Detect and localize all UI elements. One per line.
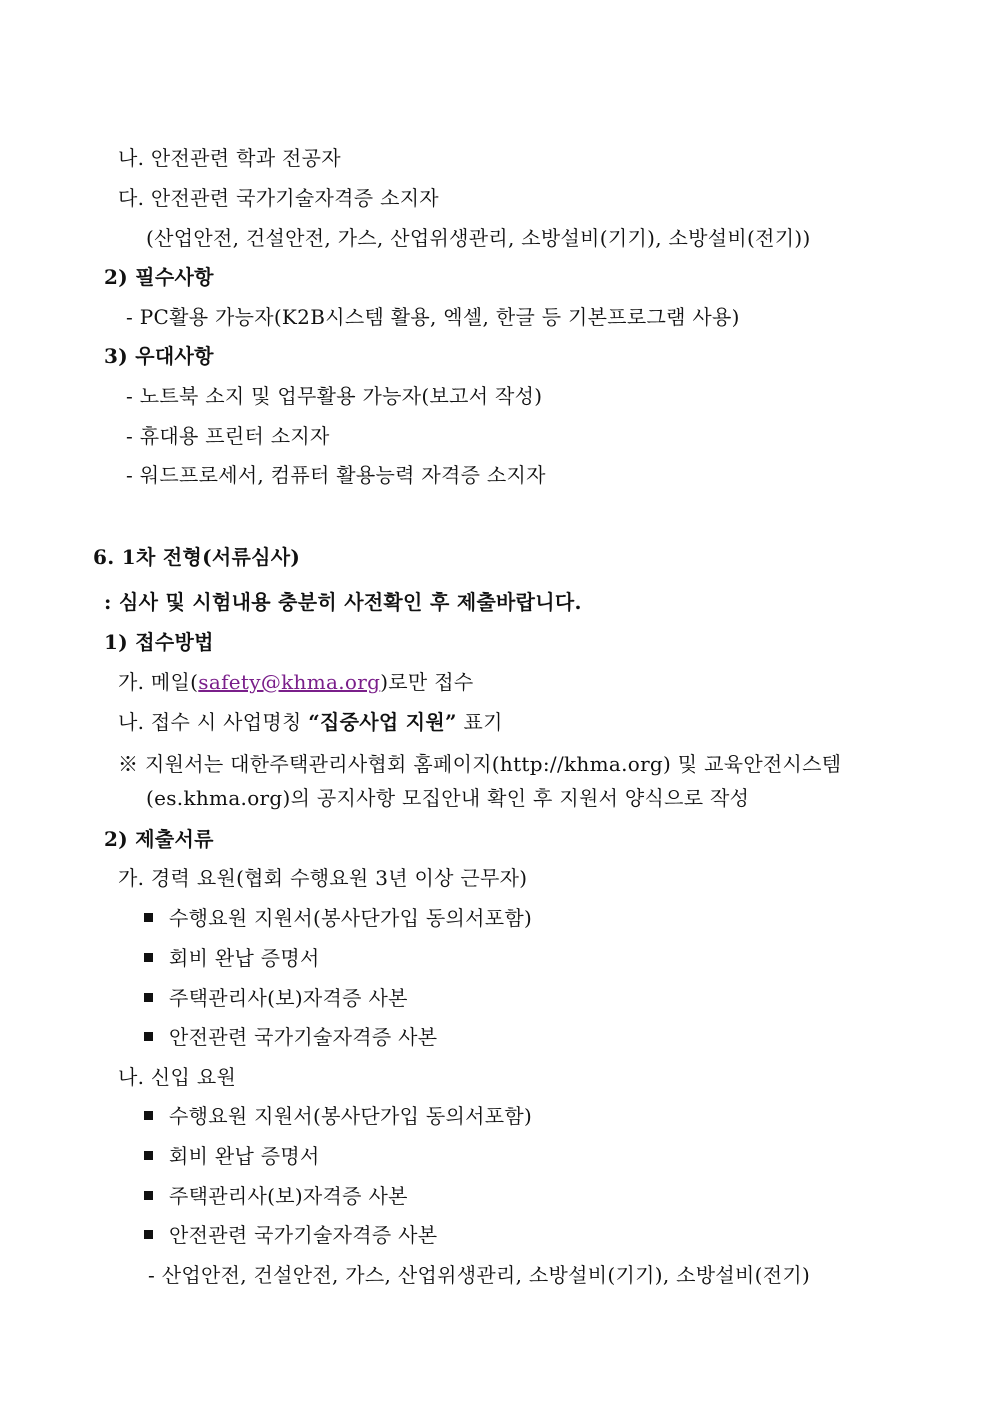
method-item-na-suffix: 표기 (456, 710, 503, 734)
bullet-icon (144, 953, 153, 962)
qualification-item-na: 나. 안전관련 학과 전공자 (118, 146, 341, 170)
preferred-item: - 노트북 소지 및 업무활용 가능자(보고서 작성) (126, 384, 543, 408)
document-item-label: 수행요원 지원서(봉사단가입 동의서포함) (169, 1104, 533, 1128)
method-item-na-prefix: 나. 접수 시 사업명칭 (118, 710, 309, 734)
document-item-label: 회비 완납 증명서 (169, 946, 320, 970)
required-item: - PC활용 가능자(K2B시스템 활용, 엑셀, 한글 등 기본프로그램 사용) (126, 305, 740, 329)
document-item-label: 회비 완납 증명서 (169, 1144, 320, 1168)
email-link[interactable]: safety@khma.org (198, 670, 381, 694)
method-note-line1: ※ 지원서는 대한주택관리사협회 홈페이지(http://khma.org) 및 교육안전시스템 (118, 752, 842, 776)
preferred-heading: 3) 우대사항 (104, 344, 214, 368)
qualification-item-da-detail: (산업안전, 건설안전, 가스, 산업위생관리, 소방설비(기기), 소방설비(전기)) (146, 226, 811, 250)
document-item (144, 1023, 437, 1051)
method-heading: 1) 접수방법 (104, 630, 214, 654)
document-item-label: 주택관리사(보)자격증 사본 (169, 986, 408, 1010)
document-item (144, 1102, 532, 1130)
method-item-ga (118, 668, 473, 696)
required-heading: 2) 필수사항 (104, 265, 214, 289)
method-note-line2: (es.khma.org)의 공지사항 모집안내 확인 후 지원서 양식으로 작성 (146, 786, 750, 810)
document-item-label: 안전관련 국가기술자격증 사본 (169, 1223, 438, 1247)
bullet-icon (144, 1230, 153, 1239)
experienced-label: 가. 경력 요원(협회 수행요원 3년 이상 근무자) (118, 866, 528, 890)
bullet-icon (144, 1111, 153, 1120)
document-item (144, 944, 320, 972)
bullet-icon (144, 1032, 153, 1041)
document-item-label: 안전관련 국가기술자격증 사본 (169, 1025, 438, 1049)
document-item-label: 수행요원 지원서(봉사단가입 동의서포함) (169, 906, 533, 930)
document-item (144, 984, 408, 1012)
newcomer-label: 나. 신입 요원 (118, 1065, 237, 1089)
preferred-item: - 워드프로세서, 컴퓨터 활용능력 자격증 소지자 (126, 463, 546, 487)
document-item (144, 904, 532, 932)
document-item (144, 1221, 437, 1249)
qualification-item-da: 다. 안전관련 국가기술자격증 소지자 (118, 186, 439, 210)
bullet-icon (144, 913, 153, 922)
preferred-item: - 휴대용 프린터 소지자 (126, 424, 330, 448)
method-item-na (118, 708, 503, 736)
bullet-icon (144, 1191, 153, 1200)
document-item-label: 주택관리사(보)자격증 사본 (169, 1184, 408, 1208)
bullet-icon (144, 1151, 153, 1160)
section-title: 6. 1차 전형(서류심사) (93, 545, 301, 569)
method-item-ga-prefix: 가. 메일( (118, 670, 199, 694)
document-sub-item: - 산업안전, 건설안전, 가스, 산업위생관리, 소방설비(기기), 소방설비(전기) (148, 1263, 811, 1287)
section-notice: : 심사 및 시험내용 충분히 사전확인 후 제출바랍니다. (104, 590, 582, 614)
document-item (144, 1182, 408, 1210)
method-item-ga-suffix: )로만 접수 (380, 670, 474, 694)
documents-heading: 2) 제출서류 (104, 827, 214, 851)
project-name: “집중사업 지원” (308, 710, 457, 734)
document-item (144, 1142, 320, 1170)
bullet-icon (144, 993, 153, 1002)
